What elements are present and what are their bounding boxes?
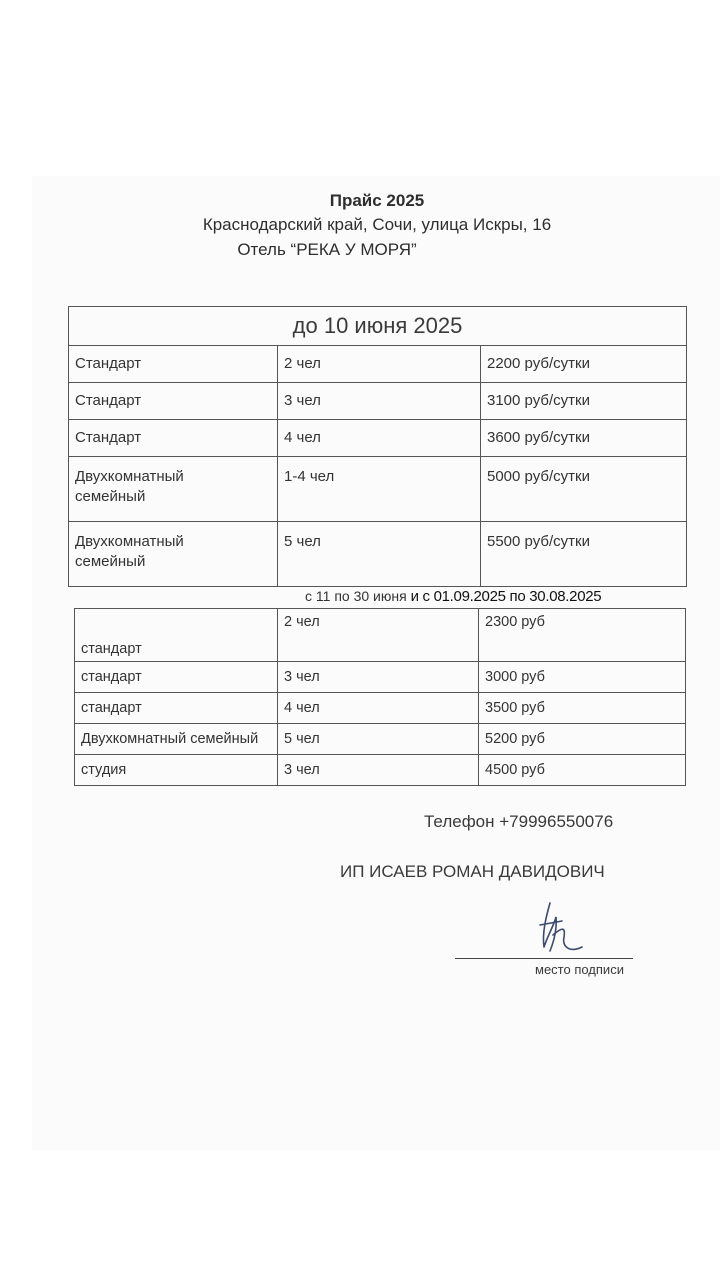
room-type-cell: Стандарт (69, 346, 278, 383)
price-table-until-june-10 (68, 306, 687, 587)
hotel-address: Краснодарский край, Сочи, улица Искры, 16 (202, 215, 552, 234)
guests-cell: 5 чел (278, 522, 481, 587)
price-title: Прайс 2025 (329, 191, 425, 210)
room-type-line: Двухкомнатный (75, 468, 184, 485)
price-cell: 2200 руб/сутки (481, 346, 687, 383)
guests-cell: 2 чел (278, 346, 481, 383)
guests-cell: 2 чел (278, 609, 479, 662)
price-cell: 5200 руб (479, 724, 686, 755)
guests-cell: 4 чел (278, 420, 481, 457)
owner-name: ИП ИСАЕВ РОМАН ДАВИДОВИЧ (340, 862, 605, 881)
price-cell: 4500 руб (479, 755, 686, 786)
room-type-cell: стандарт (75, 609, 278, 662)
table-row (69, 383, 687, 420)
price-cell: 5000 руб/сутки (481, 457, 687, 522)
table-row (75, 693, 686, 724)
table-row (75, 755, 686, 786)
table-row (69, 522, 687, 587)
signature-label: место подписи (535, 962, 624, 977)
table2-caption-extra: и с 01.09.2025 по 30.08.2025 (410, 588, 602, 605)
room-type-cell: студия (75, 755, 278, 786)
hotel-name: Отель “РЕКА У МОРЯ” (237, 240, 417, 259)
price-cell: 5500 руб/сутки (481, 522, 687, 587)
room-type-cell (69, 522, 278, 587)
guests-cell: 3 чел (278, 383, 481, 420)
price-cell: 2300 руб (479, 609, 686, 662)
room-type-line: Двухкомнатный (75, 533, 184, 550)
table-caption: до 10 июня 2025 (69, 307, 687, 346)
room-type-cell: стандарт (75, 693, 278, 724)
guests-cell: 4 чел (278, 693, 479, 724)
document-header (0, 190, 720, 262)
table-row (69, 457, 687, 522)
room-type-line: семейный (75, 553, 146, 570)
handwritten-signature (520, 895, 590, 965)
room-type-cell (69, 457, 278, 522)
price-cell: 3600 руб/сутки (481, 420, 687, 457)
room-type-line: семейный (75, 488, 146, 505)
guests-cell: 3 чел (278, 755, 479, 786)
table-row (69, 346, 687, 383)
table2-caption (305, 588, 601, 605)
room-type-cell: Двухкомнатный семейный (75, 724, 278, 755)
price-cell: 3100 руб/сутки (481, 383, 687, 420)
signature-line (455, 958, 633, 959)
guests-cell: 3 чел (278, 662, 479, 693)
price-table-from-june-11 (74, 608, 686, 786)
table2-caption-main: с 11 по 30 июня (305, 588, 407, 604)
table-row (69, 420, 687, 457)
table-caption-row (69, 307, 687, 346)
table-row (75, 724, 686, 755)
contact-phone: Телефон +79996550076 (424, 812, 614, 831)
guests-cell: 1-4 чел (278, 457, 481, 522)
table-row (75, 609, 686, 662)
room-type-cell: Стандарт (69, 420, 278, 457)
room-type-cell: стандарт (75, 662, 278, 693)
room-type-cell: Стандарт (69, 383, 278, 420)
price-cell: 3000 руб (479, 662, 686, 693)
guests-cell: 5 чел (278, 724, 479, 755)
price-cell: 3500 руб (479, 693, 686, 724)
table-row (75, 662, 686, 693)
